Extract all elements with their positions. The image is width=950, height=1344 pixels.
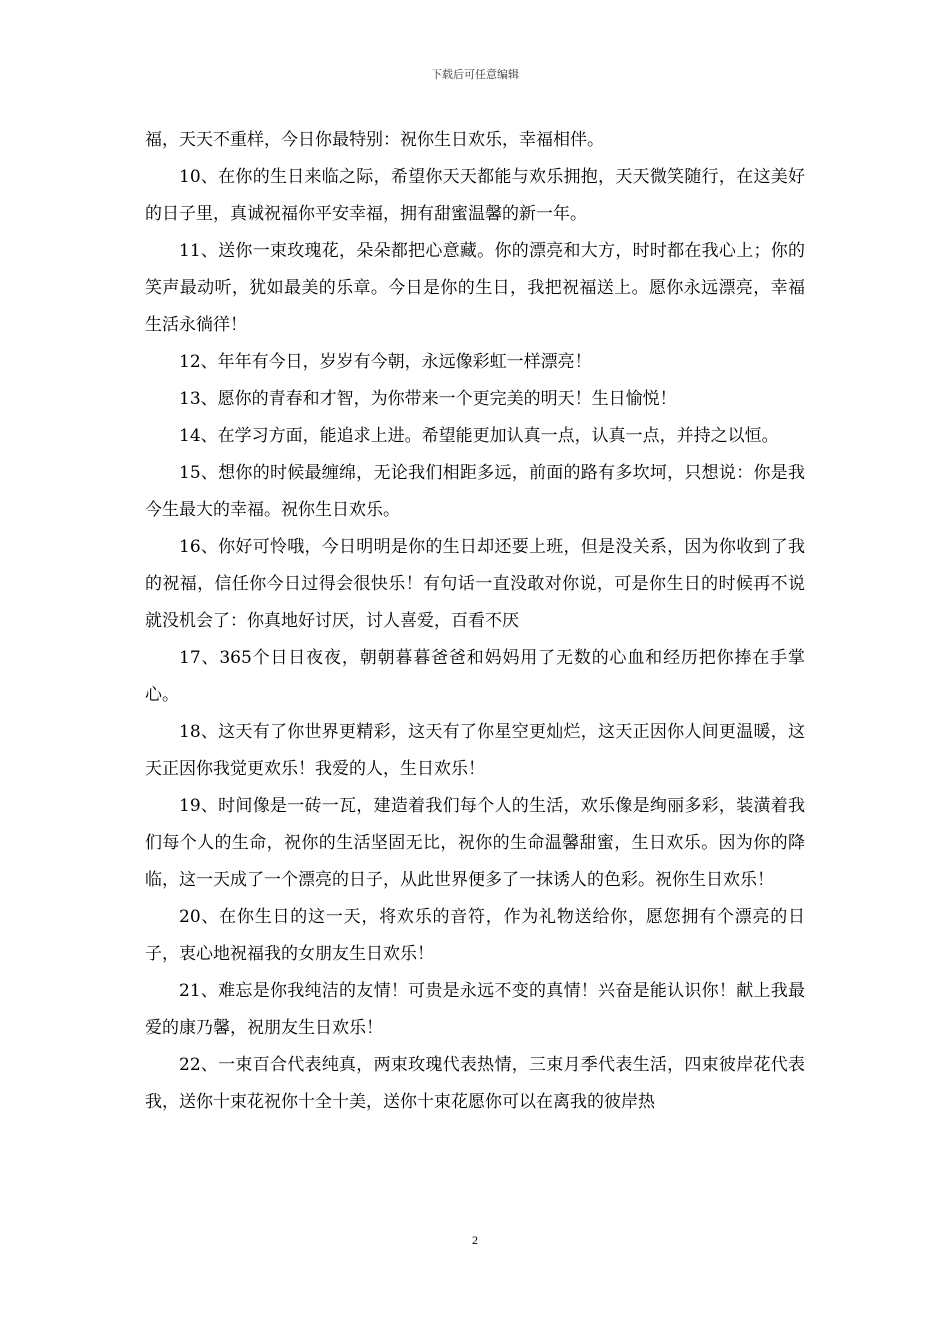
paragraph: 福，天天不重样，今日你最特别：祝你生日欢乐，幸福相伴。 — [145, 130, 604, 150]
paragraph: 13、愿你的青春和才智，为你带来一个更完美的明天！生日愉悦！ — [179, 389, 677, 409]
paragraph: 18、这天有了你世界更精彩，这天有了你星空更灿烂，这天正因你人间更温暖，这天正因你我觉更欢乐！我爱的人，生日欢乐！ — [145, 722, 805, 779]
paragraph: 22、一束百合代表纯真，两束玫瑰代表热情，三束月季代表生活，四束彼岸花代表我，送你十束花祝你十全十美，送你十束花愿你可以在离我的彼岸热 — [145, 1055, 805, 1112]
paragraph: 14、在学习方面，能追求上进。希望能更加认真一点，认真一点，并持之以恒。 — [179, 426, 779, 446]
paragraph: 19、时间像是一砖一瓦，建造着我们每个人的生活，欢乐像是绚丽多彩，装潢着我们每个人的生命，祝你的生活坚固无比，祝你的生命温馨甜蜜，生日欢乐。因为你的降临，这一天成了一个漂亮的日子，从此世界便多了一抹诱人的色彩。祝你生日欢乐！ — [145, 796, 805, 890]
page-number: 2 — [472, 1233, 478, 1247]
paragraph: 15、想你的时候最缠绵，无论我们相距多远，前面的路有多坎坷，只想说：你是我今生最大的幸福。祝你生日欢乐。 — [145, 463, 805, 520]
paragraph: 17、365个日日夜夜，朝朝暮暮爸爸和妈妈用了无数的心血和经历把你捧在手掌心。 — [145, 648, 805, 705]
paragraph: 10、在你的生日来临之际，希望你天天都能与欢乐拥抱，天天微笑随行，在这美好的日子里，真诚祝福你平安幸福，拥有甜蜜温馨的新一年。 — [145, 167, 805, 224]
paragraph: 12、年年有今日，岁岁有今朝，永远像彩虹一样漂亮！ — [179, 352, 592, 372]
paragraph: 11、送你一束玫瑰花，朵朵都把心意藏。你的漂亮和大方，时时都在我心上；你的笑声最动听，犹如最美的乐章。今日是你的生日，我把祝福送上。愿你永远漂亮，幸福生活永徜徉！ — [145, 241, 805, 335]
page-header: 下载后可任意编辑 — [431, 68, 519, 81]
document-body — [145, 122, 805, 1121]
paragraph: 16、你好可怜哦，今日明明是你的生日却还要上班，但是没关系，因为你收到了我的祝福，信任你今日过得会很快乐！有句话一直没敢对你说，可是你生日的时候再不说就没机会了：你真地好讨厌，讨人喜爱，百看不厌 — [145, 537, 805, 631]
paragraph: 20、在你生日的这一天，将欢乐的音符，作为礼物送给你，愿您拥有个漂亮的日子，衷心地祝福我的女朋友生日欢乐！ — [145, 907, 805, 964]
paragraph: 21、难忘是你我纯洁的友情！可贵是永远不变的真情！兴奋是能认识你！献上我最爱的康乃馨，祝朋友生日欢乐！ — [145, 981, 805, 1038]
